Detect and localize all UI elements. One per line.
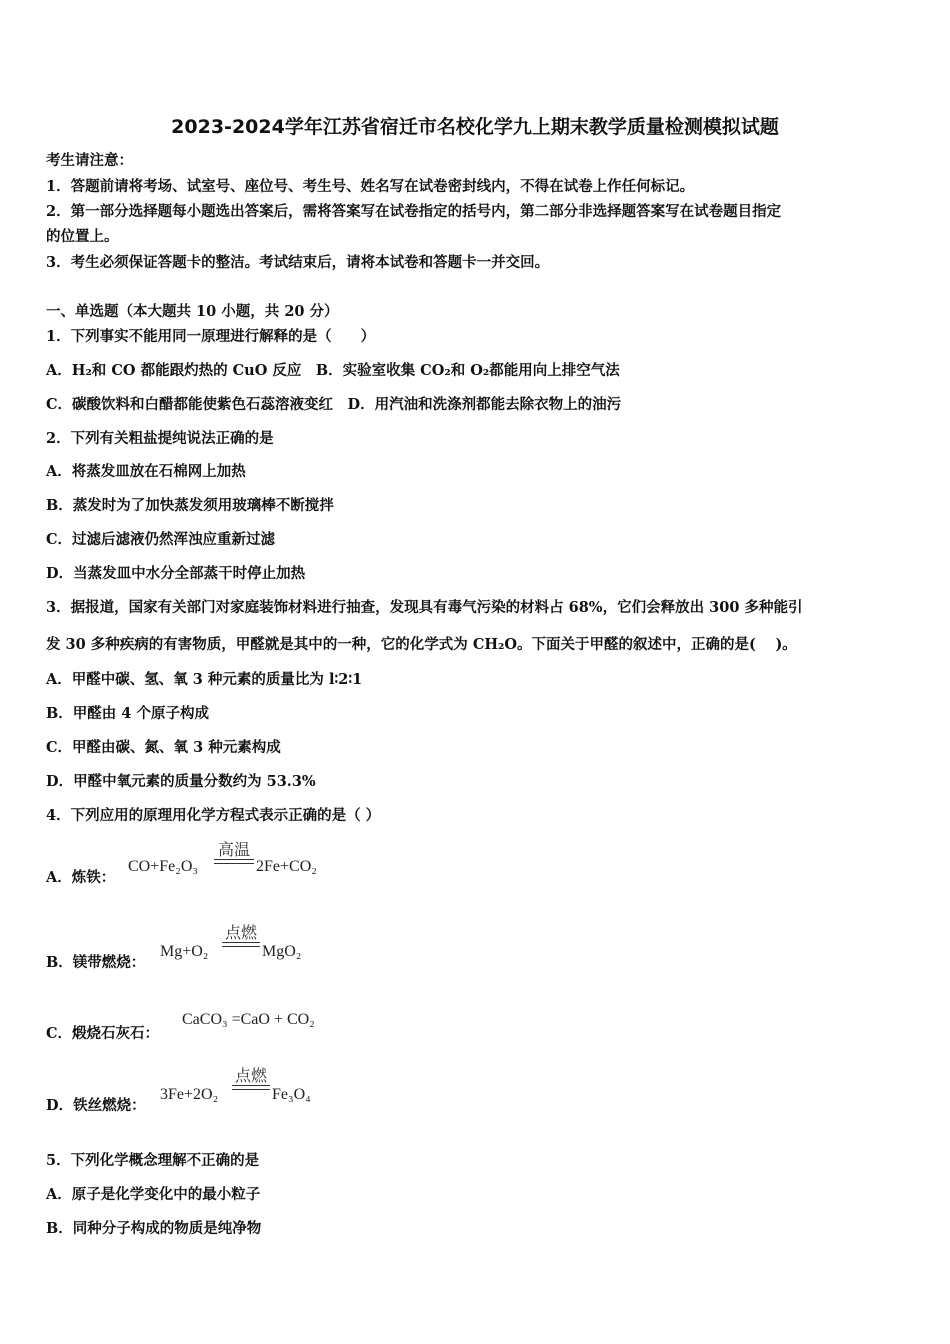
condition-text: 高温	[217, 840, 250, 859]
equation-a-condition	[214, 842, 254, 864]
equation-d-condition	[232, 1068, 270, 1090]
notice-heading: 考生请注意：	[46, 152, 133, 169]
question-5-option-b: B．同种分子构成的物质是纯净物	[46, 1220, 262, 1237]
question-1-options-cd: C．碳酸饮料和白醋都能使紫色石蕊溶液变红 D．用汽油和洗涤剂都能去除衣物上的油污	[46, 396, 622, 413]
page-title: 2023-2024学年江苏省宿迁市名校化学九上期末教学质量检测模拟试题	[171, 116, 779, 138]
question-3-stem-line-1: 3．据报道，国家有关部门对家庭装饰材料进行抽查，发现具有毒气污染的材料占 68%，它们会释放出 300 多种能引	[46, 599, 803, 616]
option-d-label: D．铁丝燃烧：	[46, 1097, 146, 1114]
equation-b-lhs: Mg+O₂	[160, 943, 209, 960]
option-a-label: A．炼铁：	[46, 869, 116, 886]
question-5-option-a: A．原子是化学变化中的最小粒子	[46, 1186, 261, 1203]
option-b-label: B．镁带燃烧：	[46, 954, 146, 971]
equation-d-lhs: 3Fe+2O₂	[160, 1086, 219, 1103]
question-3-option-d: D．甲醛中氧元素的质量分数约为 53.3%	[46, 773, 316, 790]
question-2-option-a: A．将蒸发皿放在石棉网上加热	[46, 463, 246, 480]
question-4-option-c	[46, 1006, 646, 1066]
equation-b-condition	[222, 925, 260, 947]
double-line-sign	[214, 859, 254, 864]
equation-a-lhs: CO+Fe₂O₃	[128, 858, 198, 875]
double-line-sign	[222, 942, 260, 947]
equation-a-rhs: 2Fe+CO₂	[256, 858, 317, 875]
question-2-option-d: D．当蒸发皿中水分全部蒸干时停止加热	[46, 565, 306, 582]
notice-item-1: 1．答题前请将考场、试室号、座位号、考生号、姓名写在试卷密封线内，不得在试卷上作任何标记。	[46, 178, 695, 195]
condition-text: 点燃	[234, 1066, 267, 1085]
section-heading: 一、单选题（本大题共 10 小题，共 20 分）	[46, 303, 339, 320]
equation-b-rhs: MgO₂	[262, 943, 302, 960]
question-2-option-c: C．过滤后滤液仍然浑浊应重新过滤	[46, 531, 276, 548]
question-2-stem: 2．下列有关粗盐提纯说法正确的是	[46, 430, 274, 447]
question-1-options-ab: A．H₂和 CO 都能跟灼热的 CuO 反应 B．实验室收集 CO₂和 O₂都能用向上排空气法	[46, 362, 620, 379]
question-3-option-a: A．甲醛中碳、氢、氧 3 种元素的质量比为 l∶2∶1	[46, 671, 363, 688]
question-3-stem-line-2: 发 30 多种疾病的有害物质，甲醛就是其中的一种，它的化学式为 CH₂O。下面关于甲醛的叙述中，正确的是( )。	[46, 636, 797, 653]
question-4-option-a	[46, 842, 646, 902]
question-4-option-d	[46, 1066, 646, 1126]
equation-d-rhs: Fe₃O₄	[272, 1086, 311, 1103]
question-3-option-b: B．甲醛由 4 个原子构成	[46, 705, 209, 722]
condition-text: 点燃	[224, 923, 257, 942]
question-1-stem: 1．下列事实不能用同一原理进行解释的是（ ）	[46, 328, 376, 345]
option-c-label: C．煅烧石灰石：	[46, 1025, 160, 1042]
equation-c: CaCO₃ =CaO + CO₂	[182, 1011, 315, 1028]
double-line-sign	[232, 1085, 270, 1090]
question-2-option-b: B．蒸发时为了加快蒸发须用玻璃棒不断搅拌	[46, 497, 334, 514]
notice-item-2: 2．第一部分选择题每小题选出答案后，需将答案写在试卷指定的括号内，第二部分非选择题答案写在试卷题目指定	[46, 203, 782, 220]
question-3-option-c: C．甲醛由碳、氮、氧 3 种元素构成	[46, 739, 281, 756]
question-4-option-b	[46, 925, 646, 985]
notice-item-3: 3．考生必须保证答题卡的整洁。考试结束后，请将本试卷和答题卡一并交回。	[46, 254, 550, 271]
notice-item-2-cont: 的位置上。	[46, 228, 119, 245]
question-4-stem: 4．下列应用的原理用化学方程式表示正确的是（ ）	[46, 807, 381, 824]
question-5-stem: 5．下列化学概念理解不正确的是	[46, 1152, 260, 1169]
